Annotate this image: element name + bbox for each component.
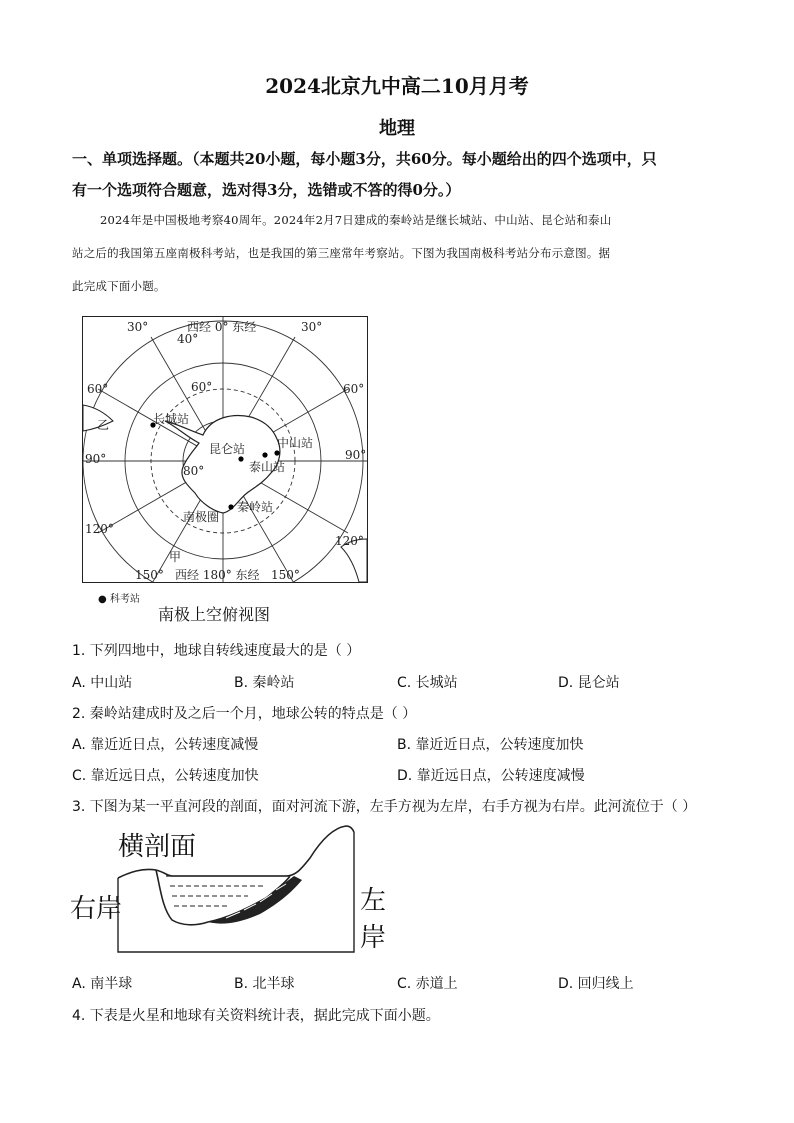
q1-option-d[interactable]: D. 昆仑站 [558, 675, 620, 691]
lat-80-label: 80° [183, 464, 205, 478]
intro-line3: 此完成下面小题。 [72, 279, 166, 293]
legend-label: 科考站 [109, 594, 140, 605]
lon-30-right: 30° [301, 320, 323, 334]
lon-90-left: 90° [85, 452, 107, 466]
left-bank-label: 左岸 [360, 886, 387, 953]
lon-60-left: 60° [87, 382, 109, 396]
q3-option-d[interactable]: D. 回归线上 [558, 976, 634, 992]
question-2-stem: 2. 秦岭站建成时及之后一个月，地球公转的特点是（ ） [72, 706, 417, 722]
exam-title: 2024北京九中高二10月月考 [265, 74, 529, 98]
lat-60-label: 60° [191, 380, 213, 394]
map-top-label: 西经 0° 东经 [187, 320, 257, 334]
q1-option-a[interactable]: A. 中山站 [72, 675, 133, 691]
river-bank-profile [118, 826, 354, 878]
q2-option-d[interactable]: D. 靠近远日点，公转速度减慢 [397, 768, 585, 784]
q2-option-a[interactable]: A. 靠近近日点，公转速度减慢 [72, 737, 259, 753]
antarctic-circle-label: 南极圈 [183, 510, 220, 524]
station-taishan-dot [274, 450, 279, 455]
station-qinling-label: 秦岭站 [237, 500, 274, 514]
question-1-stem: 1. 下列四地中，地球自转线速度最大的是（ ） [72, 643, 361, 659]
q3-option-a[interactable]: A. 南半球 [72, 976, 133, 992]
lat-40-label: 40° [177, 332, 199, 346]
intro-line1: 2024年是中国极地考察40周年。2024年2月7日建成的秦岭站是继长城站、中山站、昆仑站和泰山 [100, 213, 612, 227]
map-caption: 南极上空俯视图 [158, 605, 271, 624]
station-zhongshan-label: 中山站 [277, 436, 314, 450]
lon-60-right: 60° [343, 382, 365, 396]
river-profile-svg [116, 822, 360, 956]
q1-option-c[interactable]: C. 长城站 [397, 675, 458, 691]
lon-120-right: 120° [335, 534, 364, 548]
lon-150-right: 150° [271, 568, 300, 582]
intro-line2: 站之后的我国第五座南极科考站，也是我国的第三座常年考察站。下图为我国南极科考站分布示意图。据 [72, 246, 611, 260]
map-legend [98, 590, 140, 605]
river-cross-section [70, 822, 410, 962]
cross-section-label: 横剖面 [118, 832, 197, 862]
antarctic-map-svg [83, 317, 367, 582]
station-kunlun-label: 昆仑站 [209, 442, 246, 456]
section-heading-line1: 一、单项选择题。（本题共20小题，每小题3分，共60分。每小题给出的四个选项中，只 [72, 150, 657, 168]
q2-option-b[interactable]: B. 靠近近日点，公转速度加快 [397, 737, 584, 753]
antarctic-map [82, 316, 368, 583]
legend-dot-icon: ● [98, 594, 107, 605]
section-heading-line2: 有一个选项符合题意，选对得3分，选错或不答的得0分。） [72, 181, 461, 199]
subject-title: 地理 [379, 118, 415, 139]
question-4-stem: 4. 下表是火星和地球有关资料统计表，据此完成下面小题。 [72, 1008, 440, 1024]
q2-option-c[interactable]: C. 靠近远日点，公转速度加快 [72, 768, 259, 784]
station-qinling-dot [228, 504, 233, 509]
q1-option-b[interactable]: B. 秦岭站 [234, 675, 295, 691]
lon-150-left: 150° [135, 568, 164, 582]
station-kunlun-dot [238, 456, 243, 461]
question-3-stem: 3. 下图为某一平直河段的剖面，面对河流下游，左手方视为左岸，右手方视为右岸。此河流位于（ ） [72, 799, 697, 815]
map-bottom-label: 西经 180° 东经 [175, 568, 260, 582]
station-zhongshan-dot [262, 452, 267, 457]
station-taishan-label: 泰山站 [249, 460, 286, 474]
q3-option-b[interactable]: B. 北半球 [234, 976, 295, 992]
region-yi-label: 乙 [97, 418, 110, 432]
lon-120-left: 120° [85, 522, 114, 536]
sediment-deposit [208, 876, 302, 924]
right-bank-label: 右岸 [70, 894, 123, 924]
q3-option-c[interactable]: C. 赤道上 [397, 976, 458, 992]
region-jia-label: 甲 [169, 550, 182, 564]
lon-90-right: 90° [345, 448, 367, 462]
station-changcheng-label: 长城站 [153, 412, 190, 426]
lon-30-left: 30° [127, 320, 149, 334]
